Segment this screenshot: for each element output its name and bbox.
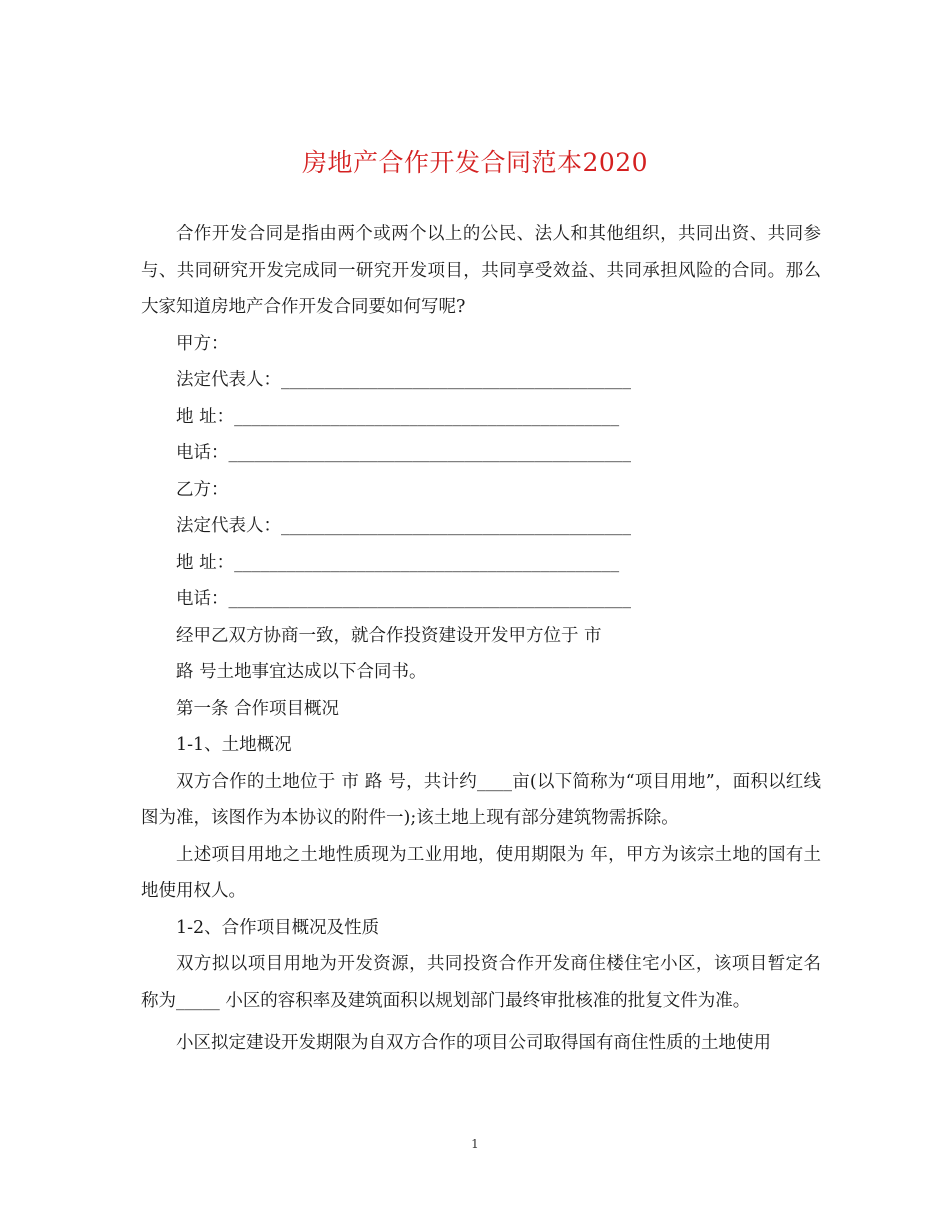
party-a-phone-field: 电话：______________________________________________: [176, 443, 631, 463]
section-1-2-heading: 1-2、合作项目概况及性质: [176, 917, 380, 938]
page-number: 1: [471, 1137, 479, 1151]
section-1-1-paragraph-land-nature: 上述项目用地之土地性质现为工业用地，使用期限为 年，甲方为该宗土地的国有土地使用权人。: [141, 844, 821, 901]
party-b-heading: 乙方：: [176, 479, 229, 500]
section-1-2-paragraph-period: 小区拟定建设开发期限为自双方合作的项目公司取得国有商住性质的土地使用: [176, 1033, 771, 1053]
party-a-representative-field: 法定代表人：________________________________________: [176, 370, 631, 390]
agreement-line-2: 路 号土地事宜达成以下合同书。: [176, 662, 427, 682]
intro-paragraph: 合作开发合同是指由两个或两个以上的公民、法人和其他组织，共同出资、共同参与、共同研究开发完成同一研究开发项目，共同享受效益、共同承担风险的合同。那么大家知道房地产合作开发合同要如何写呢?: [141, 224, 821, 317]
party-a-heading: 甲方：: [176, 333, 229, 354]
party-b-representative-field: 法定代表人：________________________________________: [176, 516, 631, 536]
section-1-2-paragraph-project: 双方拟以项目用地为开发资源，共同投资合作开发商住楼住宅小区，该项目暂定名称为_____ 小区的容积率及建筑面积以规划部门最终审批核准的批复文件为准。: [141, 954, 821, 1011]
agreement-line-1: 经甲乙双方协商一致，就合作投资建设开发甲方位于 市: [176, 625, 602, 646]
section-1-1-paragraph-land-location: 双方合作的土地位于 市 路 号，共计约____亩(以下简称为“项目用地”，面积以红线图为准，该图作为本协议的附件一);该土地上现有部分建筑物需拆除。: [141, 771, 821, 828]
article-1-heading: 第一条 合作项目概况: [176, 698, 340, 719]
party-b-phone-field: 电话：______________________________________________: [176, 589, 631, 609]
party-b-address-field: 地 址：____________________________________________: [176, 552, 620, 573]
document-body: [141, 216, 821, 1062]
section-1-1-heading: 1-1、土地概况: [176, 735, 292, 755]
document-title: 房地产合作开发合同范本2020: [301, 148, 649, 177]
party-a-address-field: 地 址：____________________________________________: [176, 406, 620, 427]
